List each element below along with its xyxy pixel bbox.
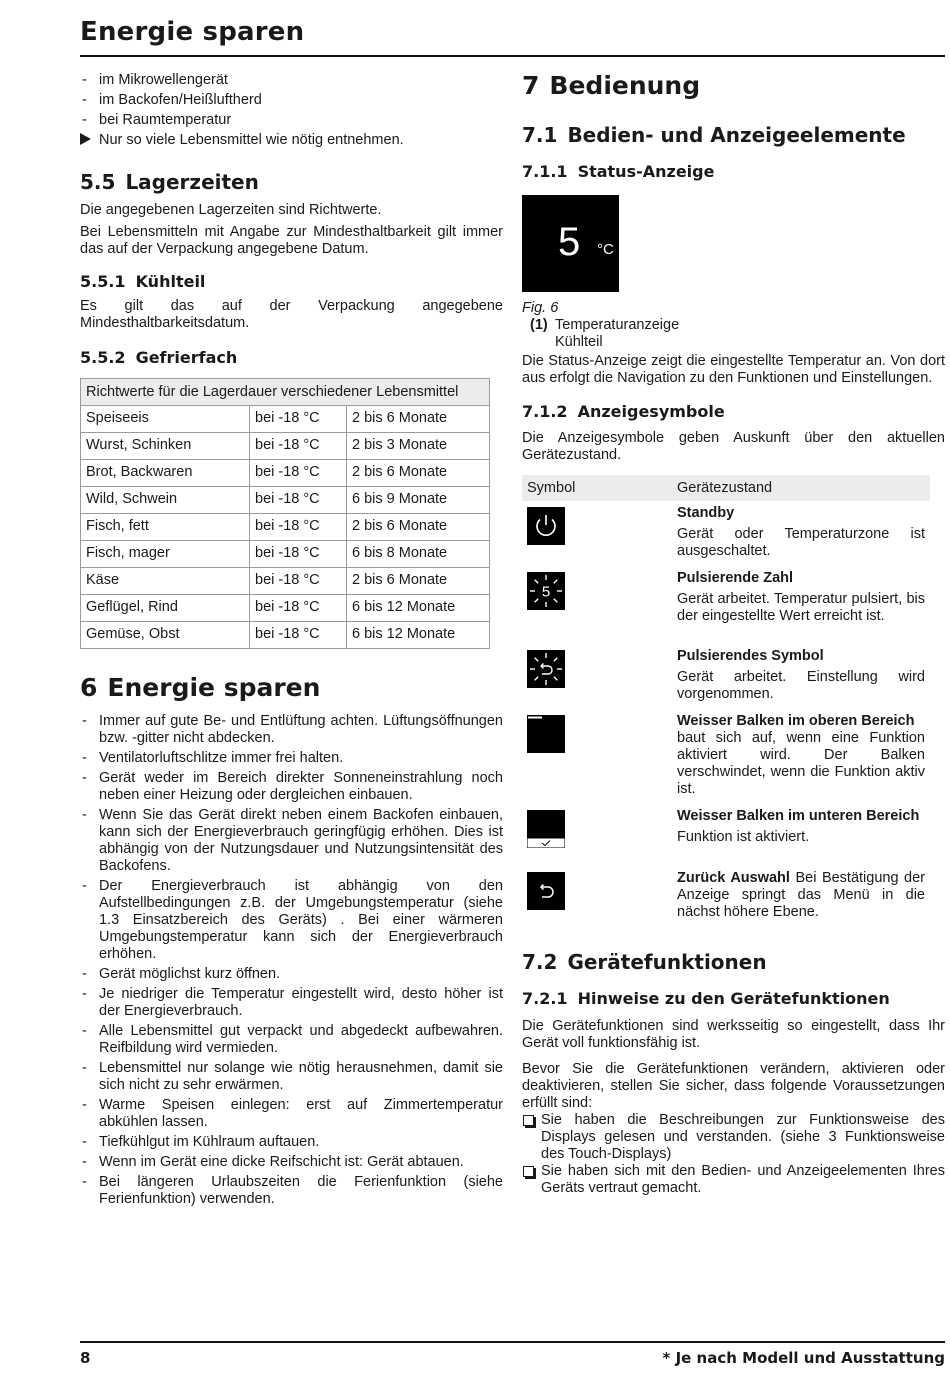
symbol-description: Gerät oder Temperaturzone ist ausgeschaltet. <box>677 526 925 559</box>
paragraph: Die Anzeigesymbole geben Auskunft über den aktuellen Gerätezustand. <box>522 430 945 463</box>
back-icon <box>527 872 565 910</box>
table-row <box>522 501 930 566</box>
symbol-title: Standby <box>677 505 735 521</box>
page-title: Energie sparen <box>80 17 305 47</box>
footer-note: * Je nach Modell und Ausstattung <box>662 1349 945 1367</box>
symbol-description: Gerät arbeitet. Einstellung wird vorgenommen. <box>677 669 925 702</box>
symbol-title: Zurück Auswahl <box>677 870 790 886</box>
table-row: Geflügel, Rind bei -18 °C 6 bis 12 Monate <box>81 595 490 622</box>
table-row <box>522 804 930 866</box>
list-item: - Je niedriger die Temperatur eingestellt wird, desto höher ist der Energieverbrauch. <box>80 986 503 1020</box>
symbol-title: Weisser Balken im unteren Bereich <box>677 808 920 824</box>
symbol-description: baut sich auf, wenn eine Funktion aktiviert wird. Der Balken verschwindet, wenn die Funktion aktiv ist. <box>677 730 925 797</box>
paragraph: Bei Lebensmitteln mit Angabe zur Mindesthaltbarkeit gilt immer das auf der Verpackung angegebene Datum. <box>80 224 503 257</box>
storage-table <box>80 378 490 649</box>
table-row <box>522 709 930 804</box>
energy-tips-list <box>80 713 503 1208</box>
power-icon <box>527 507 565 545</box>
pulsing-number-glyph: 5 <box>541 583 551 601</box>
paragraph: Die Gerätefunktionen sind werksseitig so eingestellt, dass Ihr Gerät voll funktionsfähig ist. <box>522 1018 945 1051</box>
left-column <box>80 70 503 1211</box>
list-item: - Wenn im Gerät eine dicke Reifschicht ist: Gerät abtauen. <box>80 1154 503 1171</box>
section-heading-7-1: 7.1 Bedien- und Anzeigeelemente <box>522 123 906 147</box>
page-footer <box>80 1341 945 1367</box>
figure-legend <box>530 317 945 351</box>
paragraph: Es gilt das auf der Verpackung angegebene Mindesthaltbarkeitsdatum. <box>80 298 503 331</box>
checkbox-icon <box>523 1166 534 1177</box>
table-row: Wild, Schwein bei -18 °C 6 bis 9 Monate <box>81 487 490 514</box>
symbol-description: Bei Bestätigung der Anzeige springt das Menü in die nächst höhere Ebene. <box>677 870 925 920</box>
checkbox-icon <box>523 1115 534 1126</box>
list-item: Sie haben sich mit den Bedien- und Anzeigeelementen Ihres Geräts vertraut gemacht. <box>522 1163 945 1197</box>
list-item: - Tiefkühlgut im Kühlraum auftauen. <box>80 1134 503 1151</box>
instruction-step <box>80 130 503 150</box>
arrow-icon <box>80 133 91 145</box>
figure-label: Fig. 6 <box>522 300 559 316</box>
table-row: Wurst, Schinken bei -18 °C 2 bis 3 Monate <box>81 433 490 460</box>
column-header-state: Gerätezustand <box>672 475 930 501</box>
instruction-text: Nur so viele Lebensmittel wie nötig entnehmen. <box>99 132 404 148</box>
list-item: - im Mikrowellengerät <box>80 70 503 90</box>
table-row <box>522 644 930 709</box>
section-heading-5-5-1: 5.5.1 Kühlteil <box>80 272 206 291</box>
section-heading-7-2: 7.2 Gerätefunktionen <box>522 950 767 974</box>
paragraph: Die angegebenen Lagerzeiten sind Richtwerte. <box>80 202 382 218</box>
table-row: Fisch, mager bei -18 °C 6 bis 8 Monate <box>81 541 490 568</box>
list-item: - Wenn Sie das Gerät direkt neben einem Backofen einbauen, kann sich der Energieverbrauch geringfügig erhöhen. Dies ist abhängig von der Nutzungsdauer und Nutzungsintensität des Backofens. <box>80 807 503 875</box>
right-column <box>522 70 945 1197</box>
list-item: Sie haben die Beschreibungen zur Funktionsweise des Displays gelesen und verstanden. (siehe 3 Funktionsweise des Touch-Displays) <box>522 1112 945 1163</box>
status-display-figure <box>522 195 619 292</box>
table-row: Käse bei -18 °C 2 bis 6 Monate <box>81 568 490 595</box>
section-heading-7-1-2: 7.1.2 Anzeigesymbole <box>522 402 725 421</box>
column-header-symbol: Symbol <box>522 475 672 501</box>
temperature-value: 5 <box>558 220 581 264</box>
section-heading-7-1-1: 7.1.1 Status-Anzeige <box>522 162 715 181</box>
table-row <box>522 566 930 644</box>
list-item: - im Backofen/Heißluftherd <box>80 90 503 110</box>
page-number: 8 <box>80 1349 91 1367</box>
list-item: - Bei längeren Urlaubszeiten die Ferienfunktion (siehe Ferienfunktion) verwenden. <box>80 1174 503 1208</box>
temperature-unit: °C <box>597 241 614 258</box>
bottom-bar-check-icon <box>527 810 565 848</box>
symbol-description: Gerät arbeitet. Temperatur pulsiert, bis der eingestellte Wert erreicht ist. <box>677 591 925 624</box>
table-row: Gemüse, Obst bei -18 °C 6 bis 12 Monate <box>81 622 490 649</box>
section-heading-6: 6 Energie sparen <box>80 673 321 702</box>
paragraph: Die Status-Anzeige zeigt die eingestellte Temperatur an. Von dort aus erfolgt die Navigation zu den Funktionen und Einstellungen. <box>522 353 945 386</box>
table-header-row <box>522 475 930 501</box>
table-caption-row <box>81 379 490 406</box>
pulsing-number-icon <box>527 572 565 610</box>
legend-key: (1) <box>530 317 548 333</box>
table-row <box>522 866 930 928</box>
table-row: Speiseeis bei -18 °C 2 bis 6 Monate <box>81 406 490 433</box>
section-heading-7: 7 Bedienung <box>522 71 701 100</box>
symbol-title: Pulsierendes Symbol <box>677 648 824 664</box>
top-bar-icon <box>527 715 565 753</box>
list-item: - Der Energieverbrauch ist abhängig von den Aufstellbedingungen z.B. der Umgebungstemperatur (siehe 1.3 Einsatzbereich des Geräts) . Bei einer wärmeren Umgebungstemperatur kann sich der Energieverbrauch erhöhen. <box>80 878 503 963</box>
list-item: - Lebensmittel nur solange wie nötig herausnehmen, damit sie sich nicht zu sehr erwärmen. <box>80 1060 503 1094</box>
section-heading-7-2-1: 7.2.1 Hinweise zu den Gerätefunktionen <box>522 989 890 1008</box>
symbol-title: Pulsierende Zahl <box>677 570 794 586</box>
pulsing-symbol-icon <box>527 650 565 688</box>
list-item: - bei Raumtemperatur <box>80 110 503 130</box>
list-item: - Immer auf gute Be- und Entlüftung achten. Lüftungsöffnungen bzw. -gitter nicht abdecken. <box>80 713 503 747</box>
section-heading-5-5-2: 5.5.2 Gefrierfach <box>80 348 238 367</box>
paragraph: Bevor Sie die Gerätefunktionen verändern, aktivieren oder deaktivieren, stellen Sie sicher, dass folgende Voraussetzungen erfüllt sind: <box>522 1061 945 1111</box>
list-item: - Ventilatorluftschlitze immer frei halten. <box>80 750 503 767</box>
table-caption: Richtwerte für die Lagerdauer verschiedener Lebensmittel <box>81 379 490 406</box>
symbol-description: Funktion ist aktiviert. <box>677 829 810 845</box>
list-item: - Gerät möglichst kurz öffnen. <box>80 966 503 983</box>
list-item: - Alle Lebensmittel gut verpackt und abgedeckt aufbewahren. Reifbildung wird vermieden. <box>80 1023 503 1057</box>
table-row: Fisch, fett bei -18 °C 2 bis 6 Monate <box>81 514 490 541</box>
list-item: - Warme Speisen einlegen: erst auf Zimmertemperatur abkühlen lassen. <box>80 1097 503 1131</box>
symbols-table <box>522 475 930 928</box>
section-heading-5-5: 5.5 Lagerzeiten <box>80 170 259 194</box>
list-item: - Gerät weder im Bereich direkter Sonneneinstrahlung noch neben einer Heizung oder dergleichen einbauen. <box>80 770 503 804</box>
page-header <box>80 16 945 57</box>
prerequisites-checklist <box>522 1112 945 1197</box>
intro-list <box>80 70 503 130</box>
legend-text: Temperaturanzeige Kühlteil <box>555 317 680 350</box>
table-row: Brot, Backwaren bei -18 °C 2 bis 6 Monate <box>81 460 490 487</box>
symbol-title: Weisser Balken im oberen Bereich <box>677 713 915 729</box>
